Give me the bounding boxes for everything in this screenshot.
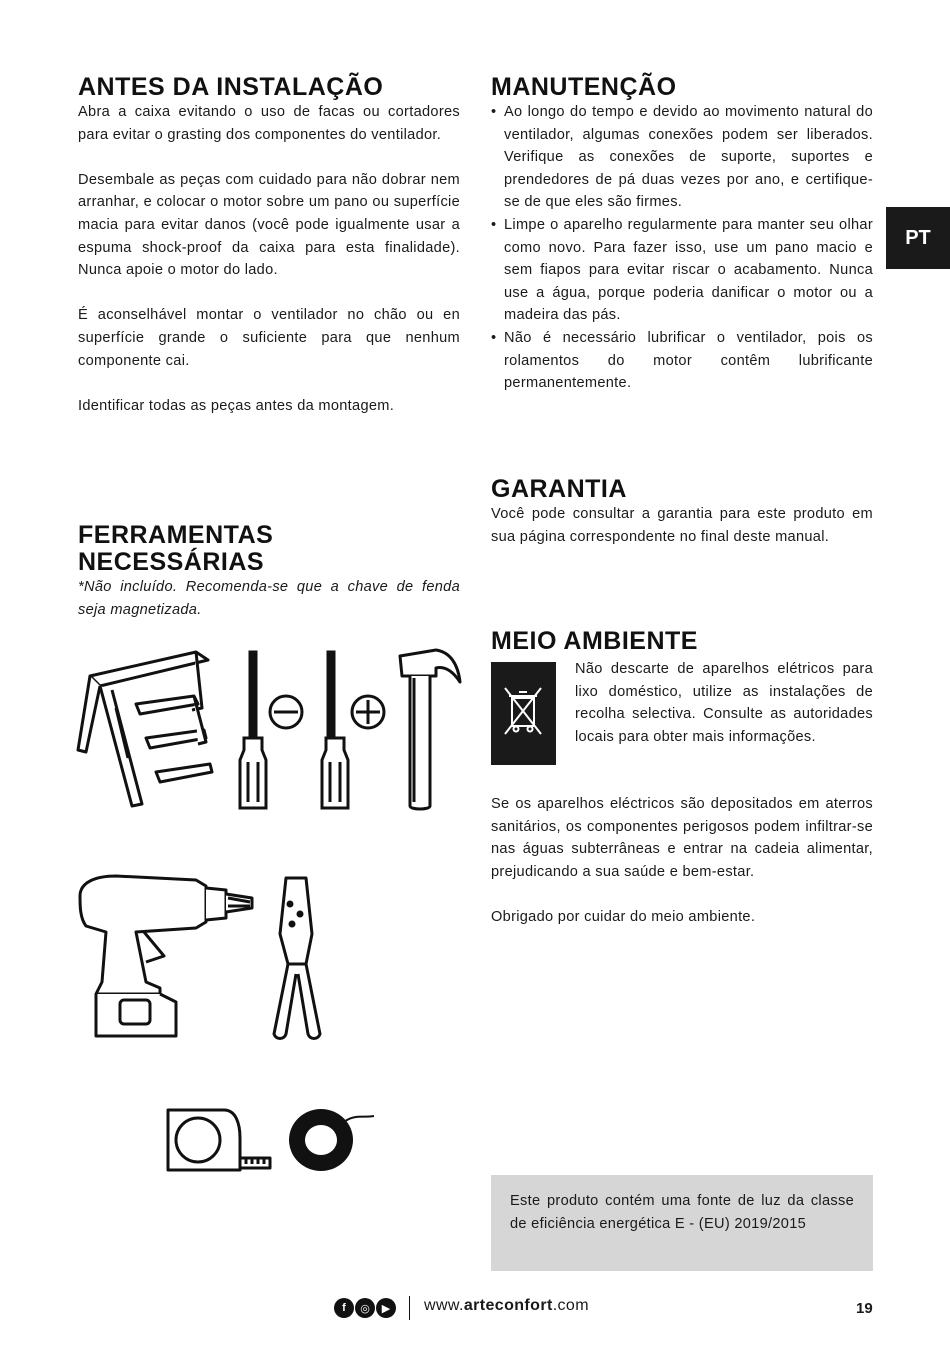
ferramentas-title-line2: NECESSÁRIAS (78, 548, 265, 576)
section-meio-ambiente (491, 628, 873, 655)
social-links (334, 1298, 396, 1318)
url-prefix: www. (424, 1297, 464, 1314)
weee-symbol (491, 662, 556, 765)
manutencao-list (491, 101, 873, 395)
section-garantia (491, 476, 873, 548)
section-ferramentas (78, 522, 460, 621)
section-antes-instalacao (78, 74, 460, 417)
drill-icon (76, 872, 256, 1042)
manutencao-title: MANUTENÇÃO (491, 73, 677, 101)
hammer-icon (396, 646, 466, 814)
website-link[interactable] (424, 1297, 589, 1315)
measuring-tape-icon (162, 1104, 272, 1174)
antes-paragraph-3: É aconselhável montar o ventilador no chão ou en superfície grande o suficiente para que nenhum componente cai. (78, 307, 460, 369)
footer (0, 1296, 950, 1324)
url-suffix: .com (552, 1297, 589, 1314)
page-number: 19 (856, 1300, 873, 1317)
url-brand: arteconfort (463, 1297, 553, 1314)
energy-note-text: Este produto contém uma fonte de luz da classe de eficiência energética E - (EU) 2019/2015 (510, 1193, 854, 1232)
meio-ambiente-paragraph-2: Se os aparelhos eléctricos são depositados em aterros sanitários, os componentes perigosos podem infiltrar-se nas águas subterrâneas e entrar na cadeia alimentar, prejudicando a sua saúde e bem-estar. (491, 796, 873, 880)
garantia-title: GARANTIA (491, 475, 627, 503)
garantia-text: Você pode consultar a garantia para este produto em sua página correspondente no final deste manual. (491, 506, 873, 545)
meio-ambiente-paragraph-3: Obrigado por cuidar do meio ambiente. (491, 908, 756, 925)
language-tab: PT (886, 207, 950, 269)
meio-ambiente-title: MEIO AMBIENTE (491, 627, 698, 655)
crimping-pliers-icon (266, 874, 330, 1042)
crossed-bin-icon (491, 662, 556, 765)
list-item: • Ao longo do tempo e devido ao movimento natural do ventilador, algumas conexões podem ser liberados. Verifique as conexões de suporte, suportes e prendedores de pá duas vezes por ano, e certifique-se de que eles são firmes. (491, 101, 873, 214)
weee-description (575, 658, 873, 748)
meio-ambiente-body (491, 793, 873, 929)
step-ladder-icon (76, 648, 216, 812)
ferramentas-note: *Não incluído. Recomenda-se que a chave de fenda seja magnetizada. (78, 579, 460, 618)
section-manutencao (491, 74, 873, 395)
list-item: • Limpe o aparelho regularmente para manter seu olhar como novo. Para fazer isso, use um pano macio e sem fiapos para evitar riscar o acabamento. Nunca use a água, porque poderia danificar o motor ou a madeira das pás. (491, 214, 873, 327)
antes-paragraph-1: Abra a caixa evitando o uso de facas ou cortadores para evitar o grasting dos componentes do ventilador. (78, 104, 460, 143)
list-item: • Não é necessário lubrificar o ventilador, pois os rolamentos do motor contêm lubrificante permanentemente. (491, 327, 873, 395)
insulating-tape-icon (288, 1104, 378, 1174)
weee-paragraph: Não descarte de aparelhos elétricos para lixo doméstico, utilize as instalações de recolha selectiva. Consulte as autoridades locais para obter mais informações. (575, 661, 873, 745)
facebook-icon[interactable]: f (334, 1298, 354, 1318)
antes-title: ANTES DA INSTALAÇÃO (78, 73, 384, 101)
ferramentas-title-line1: FERRAMENTAS (78, 521, 274, 549)
energy-efficiency-note (491, 1175, 873, 1271)
youtube-icon[interactable]: ▶ (376, 1298, 396, 1318)
footer-divider (409, 1296, 410, 1320)
antes-paragraph-4: Identificar todas as peças antes da montagem. (78, 397, 395, 414)
antes-paragraph-2: Desembale as peças com cuidado para não dobrar nem arranhar, e colocar o motor sobre um pano ou superfície macia para evitar danos (você pode igualmente usar a espuma shock-proof da caixa para esta finalidade). Nunca apoie o motor do lado. (78, 171, 460, 279)
flat-screwdriver-icon (236, 650, 306, 814)
instagram-icon[interactable]: ◎ (355, 1298, 375, 1318)
phillips-screwdriver-icon (320, 650, 390, 814)
